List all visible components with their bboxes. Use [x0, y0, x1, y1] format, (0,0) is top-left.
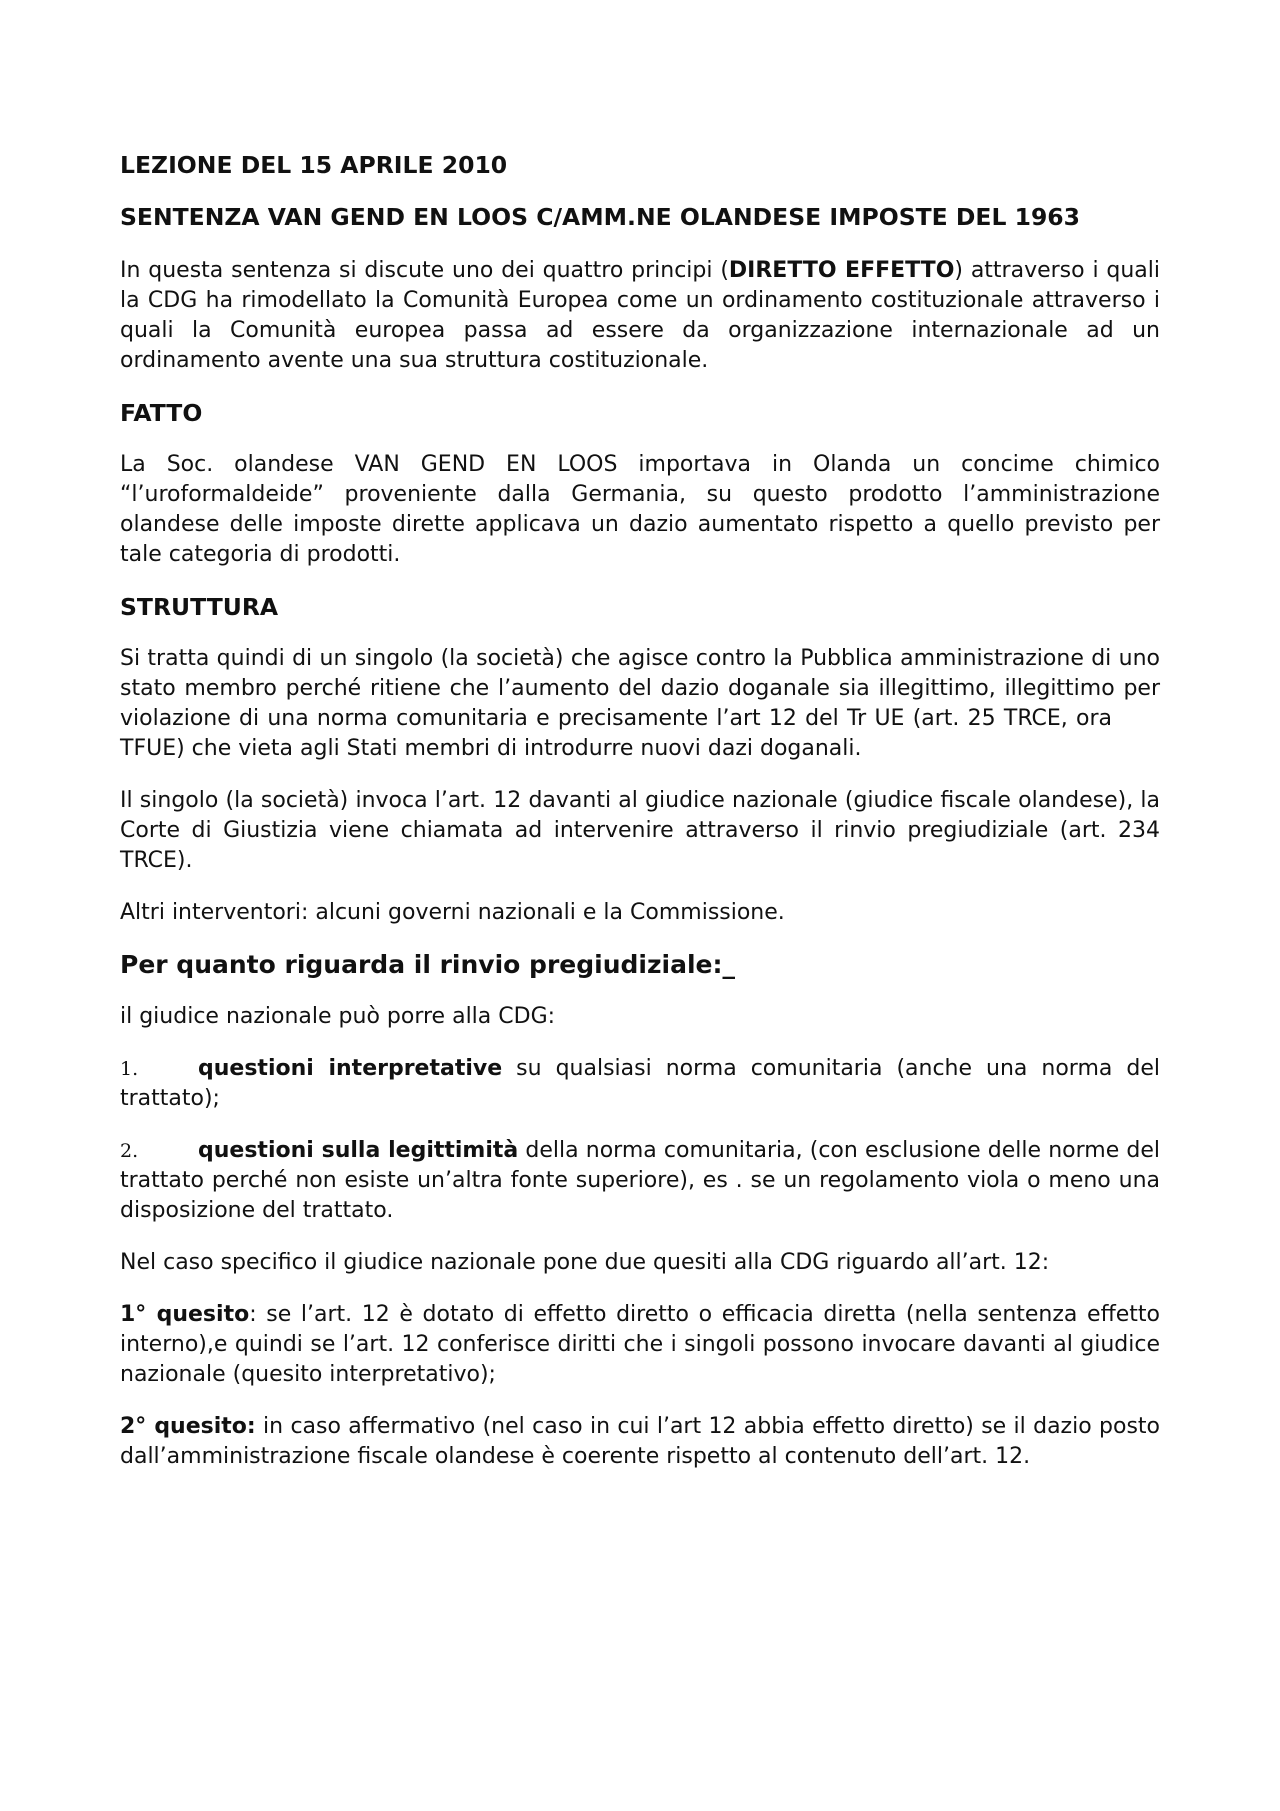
quesito-1: 1° quesito: se l’art. 12 è dotato di effetto diretto o efficacia diretta (nella sentenza effetto interno),e quindi se l’art. 12 conferisce diritti che i singoli possono invocare davanti al giudice nazionale (quesito interpretativo); [120, 1302, 1160, 1387]
list-item-number: 2. [120, 1140, 139, 1162]
caso-intro: Nel caso specifico il giudice nazionale pone due quesiti alla CDG riguardo all’art. 12: [120, 1250, 1050, 1275]
quesito-2: 2° quesito: in caso affermativo (nel caso in cui l’art 12 abbia effetto diretto) se il dazio posto dall’amministrazione fiscale olandese è coerente rispetto al contenuto dell’art. 12. [120, 1414, 1160, 1469]
list-item: 2. questioni sulla legittimità della norma comunitaria, (con esclusione delle norme del trattato perché non esiste un’altra fonte superiore), es . se un regolamento viola o meno una disposizione del trattato. [120, 1138, 1160, 1223]
quesito-1-label: 1° quesito [120, 1302, 250, 1327]
intro-paragraph: In questa sentenza si discute uno dei quattro principi (DIRETTO EFFETTO) attraverso i quali la CDG ha rimodellato la Comunità Europea come un ordinamento costituzionale attraverso i quali la Comunità europea passa ad essere da organizzazione internazionale ad un ordinamento avente una sua struttura costituzionale. [120, 258, 1161, 373]
fatto-heading: FATTO [120, 399, 203, 427]
fatto-paragraph: La Soc. olandese VAN GEND EN LOOS importava in Olanda un concime chimico “l’uroformaldeide” proveniente dalla Germania, su questo prodotto l’amministrazione olandese delle imposte dirette applicava un dazio aumentato rispetto a quello previsto per tale categoria di prodotti. [120, 452, 1160, 567]
intro-bold-term: DIRETTO EFFETTO [728, 258, 955, 283]
list-item-number: 1. [120, 1058, 139, 1080]
rinvio-heading: Per quanto riguarda il rinvio pregiudiziale:_ [120, 950, 735, 979]
quesito-2-label: 2° quesito: [120, 1414, 256, 1439]
rinvio-intro: il giudice nazionale può porre alla CDG: [120, 1004, 556, 1029]
struttura-paragraph-2: Il singolo (la società) invoca l’art. 12 davanti al giudice nazionale (giudice fiscale olandese), la Corte di Giustizia viene chiamata ad intervenire attraverso il rinvio pregiudiziale (art. 234 TRCE). [120, 788, 1160, 873]
sentenza-title: SENTENZA VAN GEND EN LOOS C/AMM.NE OLANDESE IMPOSTE DEL 1963 [120, 203, 1081, 231]
lezione-title: LEZIONE DEL 15 APRILE 2010 [120, 151, 508, 179]
list-item: 1. questioni interpretative su qualsiasi norma comunitaria (anche una norma del trattato); [120, 1056, 1160, 1111]
struttura-paragraph-3: Altri interventori: alcuni governi nazionali e la Commissione. [120, 900, 785, 925]
struttura-heading: STRUTTURA [120, 593, 279, 621]
struttura-paragraph-1: Si tratta quindi di un singolo (la società) che agisce contro la Pubblica amministrazione di uno stato membro perché ritiene che l’aumento del dazio doganale sia illegittimo, illegittimo per violazione di una norma comunitaria e precisamente l’art 12 del Tr UE (art. 25 TRCE, oraTFUE) che vieta agli Stati membri di introdurre nuovi dazi doganali. [120, 646, 1160, 761]
